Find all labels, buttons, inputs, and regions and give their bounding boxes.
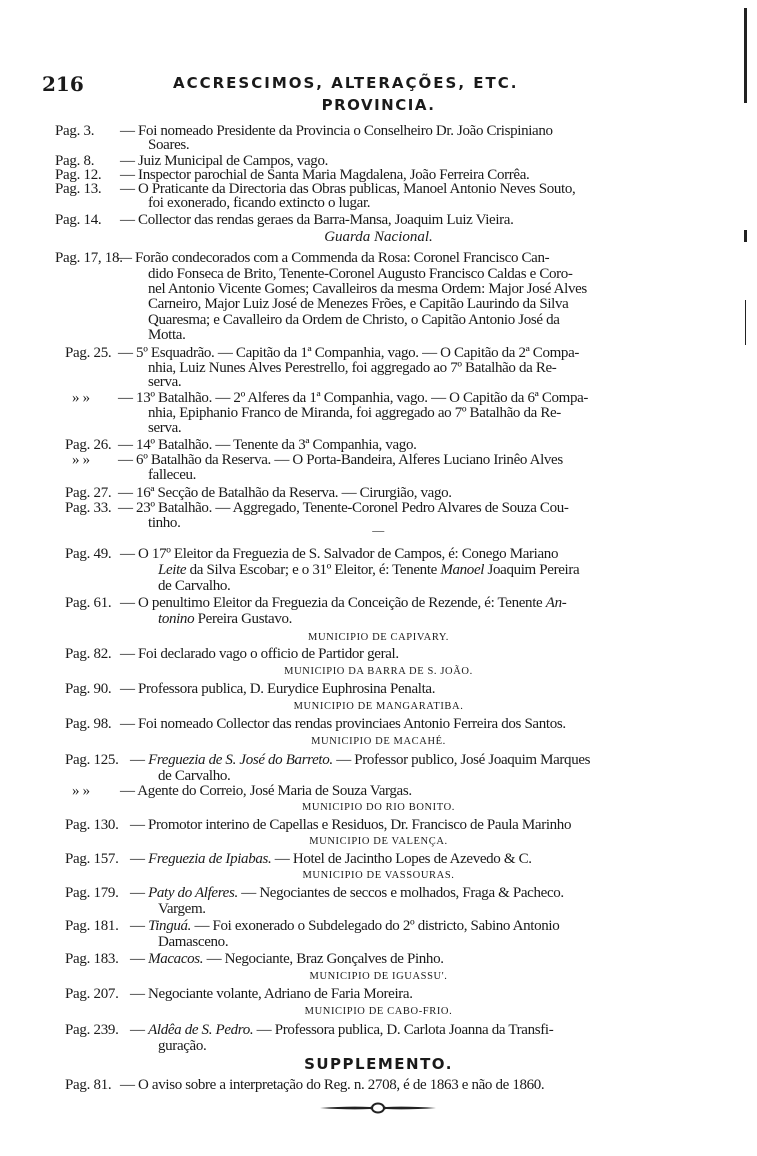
entry-text — [130, 951, 444, 967]
entry-continuation — [158, 578, 230, 594]
text: — — [130, 951, 149, 967]
entry-page-label: » » — [72, 390, 90, 406]
entry-page-label: » » — [72, 783, 90, 799]
text: — O penultimo Eleitor da Freguezia da Conceição de Rezende, é: Tenente — [120, 595, 546, 611]
municipio-heading: MUNICIPIO DO RIO BONITO. — [301, 802, 456, 813]
text: guração. — [158, 1038, 207, 1054]
entry-page-label: Pag. 14. — [55, 212, 102, 228]
entry-continuation — [148, 195, 370, 211]
entry-text — [120, 646, 399, 662]
text: serva. — [148, 420, 182, 436]
italic-text: Freguezia de S. José do Barreto. — [148, 752, 333, 768]
entry-page-label: Pag. 90. — [65, 681, 112, 697]
text: falleceu. — [148, 467, 197, 483]
municipio-heading: MUNICIPIO DE MANGARATIBA. — [293, 701, 464, 712]
text: — 16ª Secção de Batalhão da Reserva. — Cirurgião, vago. — [118, 485, 452, 501]
entry-continuation — [148, 360, 556, 376]
text: — Professora publica, D. Eurydice Euphrosina Penalta. — [120, 681, 436, 697]
text: de Carvalho. — [158, 578, 231, 594]
entry-text — [130, 851, 532, 867]
text: — Professor publico, José Joaquim Marques — [332, 752, 591, 768]
entry-page-label: Pag. 207. — [65, 986, 119, 1002]
italic-text: Leite — [158, 562, 187, 578]
entry-continuation — [148, 312, 560, 328]
entry-text — [130, 817, 571, 833]
entry-page-label: Pag. 125. — [65, 752, 119, 768]
entry-page-label: Pag. 130. — [65, 817, 119, 833]
text: — O aviso sobre a interpretação do Reg. n. 2708, é de 1863 e não de 1860. — [120, 1077, 545, 1093]
entry-continuation — [158, 768, 230, 784]
entry-continuation — [148, 374, 181, 390]
text: — — [130, 851, 149, 867]
entry-page-label: Pag. 17, 18. — [55, 250, 123, 266]
text: — O Praticante da Directoria das Obras publicas, Manoel Antonio Neves Souto, — [120, 181, 576, 197]
municipio-heading: MUNICIPIO DE CABO-FRIO. — [304, 1006, 453, 1017]
text: da Silva Escobar; e o 31º Eleitor, é: Tenente — [186, 562, 441, 578]
text: Motta. — [148, 327, 186, 343]
entry-page-label: Pag. 181. — [65, 918, 119, 934]
entry-text — [120, 595, 566, 611]
entry-continuation — [158, 901, 206, 917]
text: — 23º Batalhão. — Aggregado, Tenente-Coronel Pedro Alvares de Souza Cou- — [118, 500, 569, 516]
entry-page-label: Pag. 27. — [65, 485, 112, 501]
page-number: 216 — [42, 72, 84, 96]
text: — Foi declarado vago o officio de Partidor geral. — [120, 646, 399, 662]
running-title: ACCRESCIMOS, ALTERAÇÕES, ETC. — [173, 74, 519, 92]
scan-edge-mark — [745, 300, 746, 345]
end-ornament — [318, 1101, 438, 1115]
text: — Inspector parochial de Santa Maria Magdalena, João Ferreira Corrêa. — [120, 167, 530, 183]
italic-text: An- — [545, 595, 567, 611]
entry-continuation — [148, 281, 587, 297]
text: — Collector das rendas geraes da Barra-Mansa, Joaquim Luiz Vieira. — [120, 212, 514, 228]
text: — 13º Batalhão. — 2º Alferes da 1ª Companhia, vago. — O Capitão da 6ª Compa- — [118, 390, 589, 406]
entry-page-label: Pag. 98. — [65, 716, 112, 732]
entry-continuation — [148, 420, 181, 436]
entry-page-label: Pag. 26. — [65, 437, 112, 453]
entry-page-label: Pag. 157. — [65, 851, 119, 867]
entry-continuation — [158, 934, 228, 950]
text: Vargem. — [158, 901, 206, 917]
text: — Promotor interino de Capellas e Residuos, Dr. Francisco de Paula Marinho — [130, 817, 572, 833]
text: Damasceno. — [158, 934, 229, 950]
entry-page-label: Pag. 183. — [65, 951, 119, 967]
text: — Negociantes de seccos e molhados, Fraga & Pacheco. — [237, 885, 564, 901]
entry-continuation — [148, 327, 185, 343]
text: — Negociante volante, Adriano de Faria Moreira. — [130, 986, 413, 1002]
municipio-heading: MUNICIPIO DE VASSOURAS. — [302, 870, 455, 881]
entry-page-label: Pag. 3. — [55, 123, 95, 139]
text: Pereira Gustavo. — [194, 611, 293, 627]
entry-continuation — [148, 137, 189, 153]
section-heading: SUPPLEMENTO. — [304, 1055, 453, 1073]
entry-continuation — [148, 467, 196, 483]
text: dido Fonseca de Brito, Tenente-Coronel Augusto Francisco Caldas e Coro- — [148, 266, 573, 282]
text: — 5º Esquadrão. — Capitão da 1ª Companhia, vago. — O Capitão da 2ª Compa- — [118, 345, 580, 361]
entry-text — [118, 437, 417, 453]
entry-page-label: Pag. 179. — [65, 885, 119, 901]
entry-text — [118, 452, 563, 468]
entry-page-label: Pag. 81. — [65, 1077, 112, 1093]
text: Joaquim Pereira — [484, 562, 580, 578]
entry-text — [117, 250, 549, 266]
text: Soares. — [148, 137, 190, 153]
text: — — [130, 752, 149, 768]
municipio-heading: MUNICIPIO DE MACAHÉ. — [311, 736, 446, 747]
italic-text: tonino — [158, 611, 195, 627]
entry-text — [130, 986, 413, 1002]
italic-text: Manoel — [440, 562, 485, 578]
text: — Professora publica, D. Carlota Joanna da Transfi- — [253, 1022, 554, 1038]
entry-text — [130, 752, 590, 768]
municipio-heading: MUNICIPIO DE CAPIVARY. — [308, 632, 449, 643]
text: — Foi nomeado Presidente da Provincia o Conselheiro Dr. João Crispiniano — [120, 123, 553, 139]
entry-page-label: Pag. 13. — [55, 181, 102, 197]
entry-page-label: Pag. 33. — [65, 500, 112, 516]
entry-text — [118, 500, 569, 516]
text: serva. — [148, 374, 182, 390]
text: — Foi exonerado o Subdelegado do 2º districto, Sabino Antonio — [191, 918, 560, 934]
entry-page-label: Pag. 49. — [65, 546, 112, 562]
text: — Agente do Correio, José Maria de Souza Vargas. — [120, 783, 412, 799]
entry-text — [120, 681, 435, 697]
entry-text — [120, 1077, 544, 1093]
text: nhia, Luiz Nunes Alves Perestrello, foi aggregado ao 7º Batalhão da Re- — [148, 360, 557, 376]
entry-text — [130, 918, 559, 934]
text: Quaresma; e Cavalleiro da Ordem de Christo, o Capitão Antonio José da — [148, 312, 560, 328]
separator-dash: — — [372, 523, 385, 537]
text: — 6º Batalhão da Reserva. — O Porta-Bandeira, Alferes Luciano Irinêo Alves — [118, 452, 563, 468]
municipio-heading: MUNICIPIO DE IGUASSU'. — [309, 971, 448, 982]
entry-page-label: » » — [72, 452, 90, 468]
text: Carneiro, Major Luiz José de Menezes Frões, e Capitão Laurindo da Silva — [148, 296, 569, 312]
subsection-heading: Guarda Nacional. — [324, 229, 433, 245]
entry-page-label: Pag. 8. — [55, 153, 95, 169]
text: — O 17º Eleitor da Freguezia de S. Salvador de Campos, é: Conego Mariano — [120, 546, 559, 562]
text: — — [130, 1022, 149, 1038]
italic-text: Freguezia de Ipiabas. — [148, 851, 272, 867]
entry-page-label: Pag. 61. — [65, 595, 112, 611]
entry-text — [120, 716, 566, 732]
entry-text — [130, 1022, 553, 1038]
scan-edge-mark — [744, 8, 747, 103]
text: de Carvalho. — [158, 768, 231, 784]
entry-page-label: Pag. 25. — [65, 345, 112, 361]
text: — — [130, 918, 149, 934]
entry-text — [118, 390, 588, 406]
section-heading: PROVINCIA. — [321, 96, 436, 114]
text: foi exonerado, ficando extincto o lugar. — [148, 195, 371, 211]
text: — Forão condecorados com a Commenda da Rosa: Coronel Francisco Can- — [117, 250, 550, 266]
entry-continuation — [158, 611, 292, 627]
municipio-heading: MUNICIPIO DE VALENÇA. — [309, 836, 448, 847]
entry-text — [120, 546, 558, 562]
entry-text — [118, 345, 579, 361]
text: tinho. — [148, 515, 181, 531]
text: — Juiz Municipal de Campos, vago. — [120, 153, 329, 169]
entry-continuation — [148, 266, 573, 282]
entry-page-label: Pag. 12. — [55, 167, 102, 183]
text: — — [130, 885, 149, 901]
entry-continuation — [158, 1038, 206, 1054]
entry-page-label: Pag. 239. — [65, 1022, 119, 1038]
entry-continuation — [158, 562, 579, 578]
entry-text — [120, 783, 412, 799]
text: nhia, Epiphanio Franco de Miranda, foi aggregado ao 7º Batalhão da Re- — [148, 405, 561, 421]
entry-page-label: Pag. 82. — [65, 646, 112, 662]
italic-text: Macacos. — [148, 951, 204, 967]
text: nel Antonio Vicente Gomes; Cavalleiros da mesma Ordem: Major José Alves — [148, 281, 587, 297]
entry-text — [130, 885, 564, 901]
entry-text — [120, 212, 514, 228]
text: — Hotel de Jacintho Lopes de Azevedo & C. — [271, 851, 532, 867]
municipio-heading: MUNICIPIO DA BARRA DE S. JOÃO. — [284, 666, 473, 677]
text: — Foi nomeado Collector das rendas provinciaes Antonio Ferreira dos Santos. — [120, 716, 566, 732]
entry-continuation — [148, 405, 561, 421]
text: — Negociante, Braz Gonçalves de Pinho. — [203, 951, 444, 967]
text: — 14º Batalhão. — Tenente da 3ª Companhia, vago. — [118, 437, 417, 453]
entry-text — [118, 485, 452, 501]
entry-continuation — [148, 296, 568, 312]
italic-text: Tinguá. — [148, 918, 192, 934]
italic-text: Aldêa de S. Pedro. — [148, 1022, 254, 1038]
italic-text: Paty do Alferes. — [148, 885, 238, 901]
